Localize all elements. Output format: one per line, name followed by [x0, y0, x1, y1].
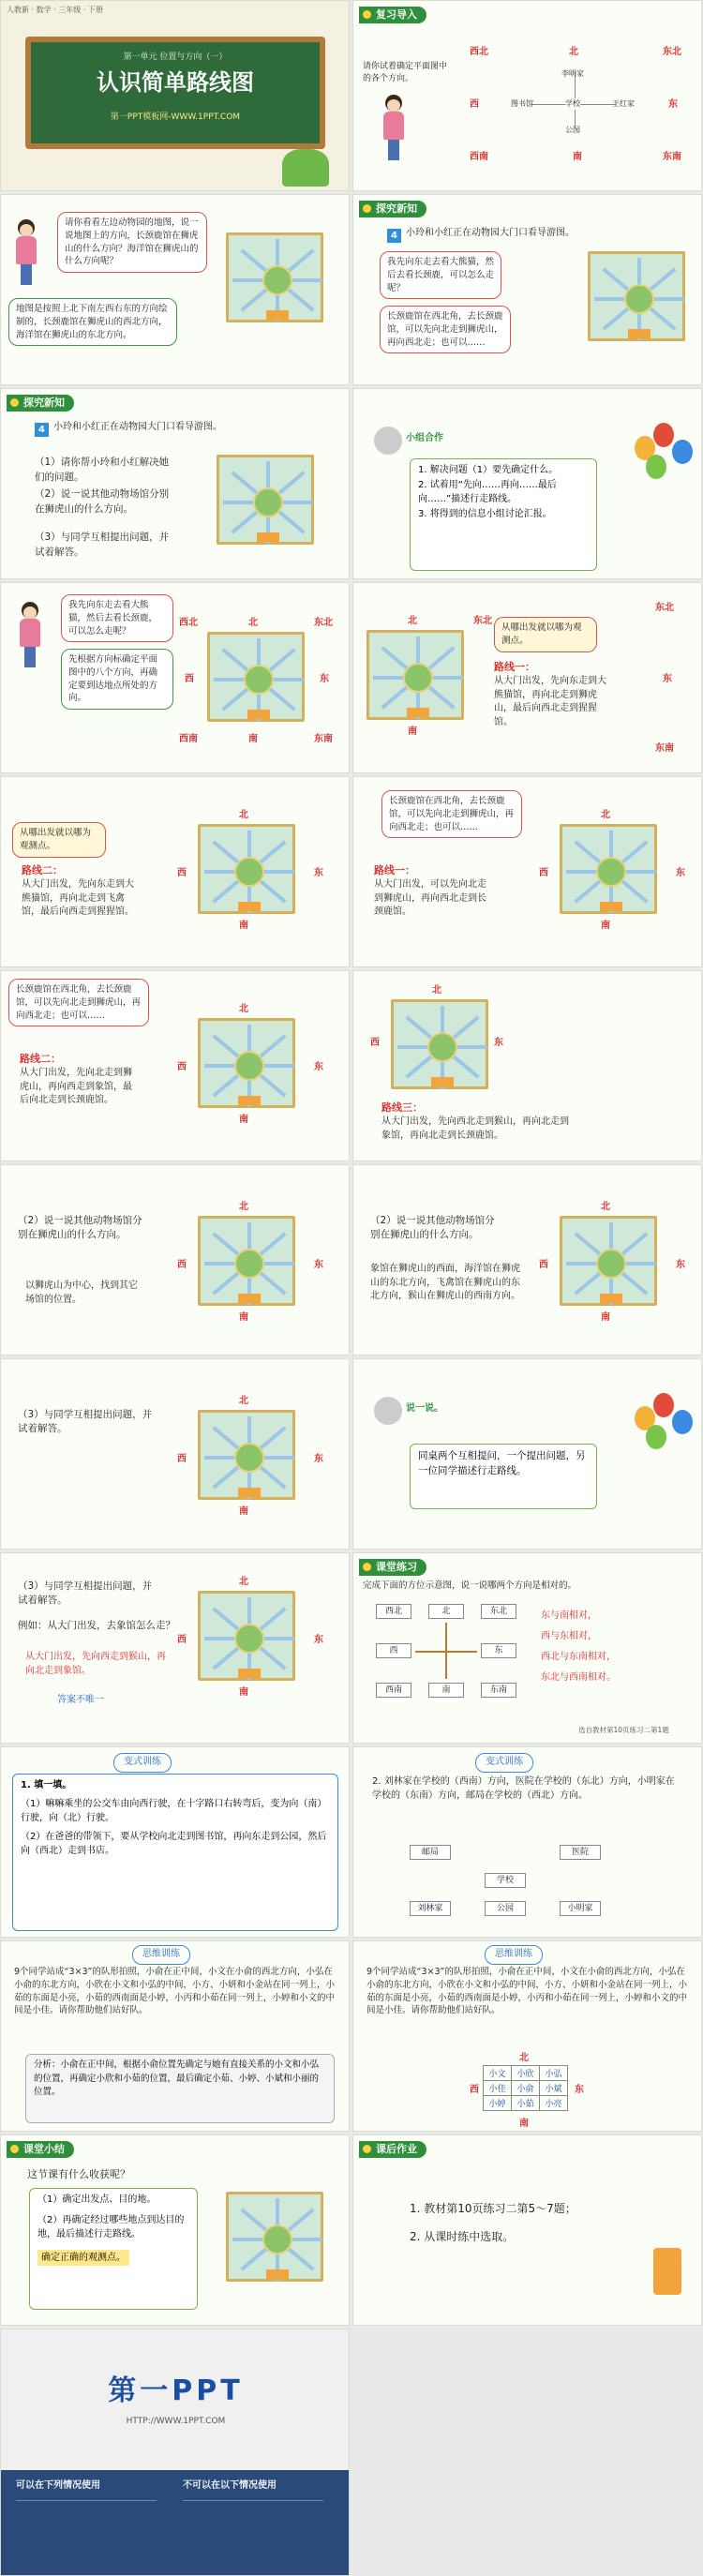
- slide-map-intro: [0, 194, 350, 385]
- dir-north: 北: [519, 2053, 529, 2063]
- hint-text: 以狮虎山为中心，找到其它场馆的位置。: [25, 1281, 138, 1305]
- section-tag: 复习导入: [359, 7, 426, 23]
- example-question: 小玲和小红正在动物园大门口看导游图。: [406, 228, 575, 238]
- exercise-item: （1）嘛嘛乘坐的公交车由向西行驶，在十字路口右转弯后，变为向（南）行驶，向（北）行驶。: [21, 1798, 327, 1823]
- route-text: 从大门出发，可以先向北走到狮虎山，再向西北走到长颈鹿馆。: [374, 879, 486, 917]
- answer-grid: 小文 小欣 小弘 小佳 小俞 小斌 小婷 小茹 小亮: [483, 2065, 568, 2111]
- dir-west: 西: [470, 2085, 479, 2095]
- slide-practice: [352, 1552, 702, 1744]
- question-text: （3）与同学互相提出问题，并试着解答。: [18, 1409, 153, 1435]
- zoo-map: [198, 824, 295, 914]
- plant-icon: [282, 149, 329, 187]
- dir-north: 北: [239, 1004, 248, 1014]
- hint-bubble: 先根据方向标确定平面图中的八个方向，再确定要到达地点所处的方向。: [61, 649, 173, 710]
- dir-south: 南: [601, 921, 610, 931]
- route-label: 路线一：: [494, 661, 535, 673]
- slide-variant-1: [0, 1746, 350, 1938]
- dir-label: 东南: [663, 152, 681, 162]
- example-text: 例如：从大门出发，去象馆怎么走？: [18, 1620, 175, 1631]
- course-label: 人教新 · 数学 · 三年级 · 下册: [7, 6, 103, 14]
- zoo-map: [217, 455, 314, 545]
- dir-east: 东: [314, 868, 323, 878]
- summary-box: [29, 2188, 198, 2310]
- group-task: 3. 将得到的信息小组讨论汇报。: [418, 508, 552, 519]
- slide-thinking-1: [0, 1940, 350, 2132]
- speech-bubble: 长颈鹿馆在西北角，去长颈鹿馆，可以先向北走到狮虎山，再向西北走；也可以……: [381, 790, 522, 838]
- route-text: 从大门出发，先向西北走到猴山，再向北走到象馆，再向北走到长颈鹿馆。: [381, 1116, 569, 1141]
- group-task: 1. 解决问题（1）要先确定什么。: [418, 465, 559, 475]
- hint-bubble: 从哪出发就以哪为观测点。: [12, 822, 106, 858]
- section-tag: 变式训练: [475, 1753, 533, 1773]
- dir-south: 南: [239, 1506, 248, 1517]
- slide-route-one: [352, 582, 702, 773]
- mascot-icon: [374, 427, 402, 455]
- dir-north: 北: [601, 1202, 610, 1212]
- dir-east: 东: [314, 1260, 323, 1270]
- summary-item: （1）确定出发点、目的地。: [37, 2194, 157, 2205]
- place-label: 王红家: [612, 99, 635, 108]
- question-text: （2）说一说其他动物场馆分别在狮虎山的什么方向。: [18, 1215, 142, 1241]
- zoo-map: [366, 630, 464, 720]
- logo-panel: [1, 2329, 350, 2470]
- place-label: 图书馆: [511, 99, 533, 108]
- dir-east: 东: [575, 2085, 584, 2095]
- route-text: 从大门出发，先向东走到大熊猫馆，再向北走到飞禽馆，最后向西走到猩猩馆。: [22, 879, 134, 917]
- slide-summary: [0, 2134, 350, 2326]
- hint-bubble: 从哪出发就以哪为观测点。: [494, 617, 597, 652]
- slide-route-analysis: [0, 582, 350, 773]
- usage-forbidden: 不可以在以下情况使用: [183, 2480, 277, 2491]
- dir-northeast: 东北: [314, 618, 333, 628]
- zoo-map: [207, 632, 305, 722]
- example-number: 4: [35, 423, 49, 437]
- exercise-title: 1. 填一填。: [21, 1780, 72, 1790]
- dir-east: 东: [314, 1454, 323, 1464]
- summary-item: （2）再确定经过哪些地点到达目的地，最后描述行走路线。: [37, 2214, 185, 2239]
- tip-label: 说一说。: [406, 1403, 443, 1414]
- slide-end: [0, 2329, 350, 2576]
- balloon-icon: [672, 440, 693, 464]
- dir-cell: 南: [428, 1683, 464, 1698]
- task-1: （1）请你帮小玲和小红解决她们的问题。: [35, 457, 170, 484]
- unit-label: 第一单元 位置与方向（一）: [123, 52, 228, 62]
- dir-west: 西: [370, 1038, 380, 1048]
- talk-box: 同桌两个互相提问，一个提出问题，另一位同学描述行走路线。: [410, 1444, 597, 1509]
- dir-southwest: 西南: [179, 734, 198, 744]
- dir-label: 西南: [470, 152, 488, 162]
- dir-south: 南: [601, 1312, 610, 1323]
- place-label: 公园: [565, 126, 580, 134]
- dir-west: 西: [177, 1635, 187, 1645]
- slide-homework: [352, 2134, 702, 2326]
- section-tag: 思维训练: [132, 1945, 190, 1965]
- usage-list: [183, 2500, 323, 2566]
- answer-text: 象馆在狮虎山的西面，海洋馆在狮虎山的东北方向，飞禽馆在狮虎山的东北方向，猴山在狮虎山的西南方向。: [370, 1264, 520, 1301]
- slide-variant-2: [352, 1746, 702, 1938]
- girl-icon: [12, 219, 40, 287]
- zoo-map: [560, 1216, 657, 1306]
- section-tag: 课后作业: [359, 2141, 426, 2158]
- summary-key: 确定正确的观测点。: [37, 2250, 129, 2267]
- dir-east: 东: [314, 1635, 323, 1645]
- dir-southeast: 东南: [314, 734, 333, 744]
- slide-title: [0, 0, 350, 191]
- place-cell: 刘林家: [410, 1901, 451, 1916]
- dir-label: 西北: [470, 47, 488, 57]
- dir-cell: 西: [376, 1643, 411, 1658]
- dir-south: 南: [239, 1687, 248, 1698]
- route-label: 路线二：: [20, 1053, 61, 1065]
- dir-west: 西: [539, 868, 548, 878]
- dir-north: 北: [408, 616, 417, 626]
- group-task-box: [410, 458, 597, 571]
- problem-text: 9个同学站成“3×3”的队形拍照，小俞在正中间，小文在小俞的西北方向，小弘在小俞的东北方向，小欣在小文和小弘的中间，小方、小妍和小金站在同一列上，小茹的东面是小亮，小茹的西南面是小婷，小丙和小茹在同一列上，小婷和小文的中间是小佳。请你帮助他们站好队。: [366, 1967, 688, 2016]
- exercise-box: [12, 1774, 338, 1931]
- task-2: （2）说一说其他动物场馆分别在狮虎山的什么方向。: [35, 488, 170, 516]
- slide-group-work: [352, 388, 702, 579]
- page-title: 认识简单路线图: [97, 69, 254, 96]
- example-question: 小玲和小红正在动物园大门口看导游图。: [53, 422, 222, 432]
- dir-west: 西: [539, 1260, 548, 1270]
- dir-south: 南: [239, 921, 248, 931]
- problem-text: 9个同学站成“3×3”的队形拍照，小俞在正中间，小文在小俞的西北方向，小弘在小俞的东北方向，小欣在小文和小弘的中间，小方、小妍和小金站在同一列上，小茹的东面是小亮，小茹的西南面是小婷，小丙和小茹在同一列上，小婷和小文的中间是小佳。请你帮助他们站好队。: [14, 1967, 336, 2016]
- exercise-text: 2. 刘林家在学校的（西南）方向，医院在学校的（东北）方向，小明家在学校的（东南）方向，邮局在学校的（西北）方向。: [372, 1776, 675, 1801]
- section-tag: 探究新知: [359, 201, 426, 217]
- slide-ask-each-other: [0, 1358, 350, 1550]
- dir-label: 东北: [663, 47, 681, 57]
- dir-north: 北: [239, 810, 248, 820]
- dir-label: 东: [663, 674, 672, 684]
- dir-west: 西: [177, 1062, 187, 1072]
- slide-explore-1: [352, 194, 702, 385]
- dir-south: 南: [248, 734, 258, 744]
- place-cell: 邮局: [410, 1845, 451, 1860]
- practice-answer: 东北与西南相对。: [541, 1672, 616, 1683]
- balloon-icon: [672, 1410, 693, 1434]
- tip-label: 小组合作: [406, 433, 443, 443]
- dir-east: 东: [314, 1062, 323, 1072]
- question-text: （3）与同学互相提出问题，并试着解答。: [18, 1580, 153, 1607]
- zoo-map: [588, 251, 685, 341]
- dir-cell: 东南: [481, 1683, 516, 1698]
- mascot-icon: [374, 1397, 402, 1425]
- homework-item: 2. 从课时练中选取。: [410, 2230, 515, 2243]
- blackboard: [25, 37, 325, 149]
- route-text: 从大门出发，先向东走到大熊猫馆，再向北走到狮虎山，最后向西北走到猩猩馆。: [494, 676, 606, 727]
- dir-west: 西: [185, 674, 194, 684]
- dir-label: 南: [573, 152, 582, 162]
- dir-north: 北: [601, 810, 610, 820]
- analysis-box: 分析：小俞在正中间，根据小俞位置先确定与她有直接关系的小文和小弘的位置，再确定小欣和小茹的位置，最后确定小茹、小婷、小斌和小丽的位置。: [25, 2054, 335, 2123]
- dir-west: 西: [177, 1454, 187, 1464]
- dir-north: 北: [248, 618, 258, 628]
- section-tag: 课堂练习: [359, 1559, 426, 1576]
- practice-answer: 西北与东南相对，: [541, 1652, 616, 1662]
- slide-other-halls: [0, 1164, 350, 1355]
- exercise-item: （2）在爸爸的带领下，要从学校向北走到图书馆，再向东走到公园，然后向（西北）走到书店。: [21, 1831, 327, 1856]
- section-tag: 探究新知: [7, 395, 74, 412]
- usage-list: [16, 2500, 157, 2566]
- section-tag: 变式训练: [113, 1753, 172, 1773]
- route-label: 路线三：: [381, 1101, 423, 1114]
- route-label: 路线二：: [22, 864, 63, 876]
- dir-label: 北: [569, 47, 578, 57]
- zoo-map: [198, 1018, 295, 1108]
- place-label: 李明家: [561, 69, 584, 78]
- dir-cell: 西北: [376, 1604, 411, 1619]
- example-number: 4: [387, 229, 401, 243]
- zoo-map: [391, 999, 488, 1089]
- practice-answer: 东与南相对，: [541, 1610, 597, 1621]
- place-cell: 学校: [485, 1873, 526, 1888]
- girl-icon: [380, 95, 408, 162]
- place-cell: 医院: [560, 1845, 601, 1860]
- site-url: HTTP://WWW.1PPT.COM: [126, 2417, 226, 2426]
- dir-west: 西: [177, 868, 187, 878]
- slide-review: [352, 0, 702, 191]
- dir-east: 东: [676, 868, 685, 878]
- usage-allowed: 可以在下列情况使用: [16, 2480, 100, 2491]
- dir-south: 南: [239, 1115, 248, 1125]
- slide-example: [0, 1552, 350, 1744]
- zoo-map: [226, 2192, 323, 2282]
- zoo-map: [198, 1216, 295, 1306]
- dir-south: 南: [239, 1312, 248, 1323]
- route-text: 从大门出发，先向北走到狮虎山，再向西走到象馆，最后向北走到长颈鹿馆。: [20, 1068, 132, 1105]
- dir-north: 北: [239, 1396, 248, 1406]
- balloon-icon: [653, 423, 674, 447]
- slide-talk: [352, 1358, 702, 1550]
- speech-bubble: 长颈鹿馆在西北角，去长颈鹿馆，可以先向北走到狮虎山，再向西北走；也可以……: [8, 979, 149, 1026]
- route-label: 路线一：: [374, 864, 415, 876]
- dir-northeast: 东北: [473, 616, 492, 626]
- answer-note: 答案不唯一: [57, 1695, 104, 1705]
- dir-north: 北: [432, 985, 441, 996]
- zoo-map: [226, 232, 323, 322]
- dir-east: 东: [494, 1038, 503, 1048]
- dir-label: 东北: [655, 603, 674, 613]
- girl-icon: [16, 602, 44, 669]
- balloon-icon: [646, 1425, 666, 1449]
- slide-giraffe-route-one: [352, 776, 702, 967]
- brand-label: 第一PPT模板网-WWW.1PPT.COM: [110, 112, 241, 122]
- question-text: （2）说一说其他动物场馆分别在狮虎山的什么方向。: [370, 1215, 495, 1241]
- zoo-map: [198, 1410, 295, 1500]
- place-label: 学校: [565, 99, 580, 108]
- practice-answer: 西与东相对，: [541, 1631, 597, 1641]
- section-tag: 课堂小结: [7, 2141, 74, 2158]
- slide-giraffe-route-two: [0, 970, 350, 1161]
- dir-cell: 西南: [376, 1683, 411, 1698]
- dir-north: 北: [239, 1577, 248, 1587]
- source-note: 选自教材第10页练习二第1题: [578, 1726, 669, 1734]
- dir-south: 南: [408, 726, 417, 737]
- slide-route-two: [0, 776, 350, 967]
- dir-label: 东南: [655, 743, 674, 754]
- dir-northwest: 西北: [179, 618, 198, 628]
- slide-explore-2: [0, 388, 350, 579]
- balloon-icon: [653, 1393, 674, 1417]
- dir-north: 北: [239, 1202, 248, 1212]
- zoo-map: [560, 824, 657, 914]
- speech-bubble: 长颈鹿馆在西北角，去长颈鹿馆，可以先向北走到狮虎山，再向西北走；也可以……: [380, 306, 511, 353]
- review-bubble: 请你试着确定平面图中的各个方向。: [363, 62, 448, 84]
- dir-east: 东: [320, 674, 329, 684]
- answer-bubble: 地图是按照上北下南左西右东的方向绘制的，长颈鹿馆在狮虎山的西北方向，海洋馆在狮虎山的东北方向。: [8, 298, 177, 346]
- dir-label: 西: [470, 99, 479, 110]
- pencil-icon: [653, 2248, 681, 2295]
- dir-east: 东: [676, 1260, 685, 1270]
- slide-giraffe-route-three: [352, 970, 702, 1161]
- zoo-map: [198, 1591, 295, 1681]
- dir-cell: 东: [481, 1643, 516, 1658]
- homework-item: 1. 教材第10页练习二第5～7题；: [410, 2202, 576, 2215]
- logo: 第一PPT: [108, 2374, 244, 2407]
- speech-bubble: 我先向东走去看大熊猫，然后去看长颈鹿，可以怎么走呢？: [61, 594, 173, 642]
- task-3: （3）与同学互相提出问题，并试着解答。: [35, 532, 170, 559]
- place-cell: 公园: [485, 1901, 526, 1916]
- practice-question: 完成下面的方位示意图，说一说哪两个方向是相对的。: [363, 1580, 577, 1591]
- dir-west: 西: [177, 1260, 187, 1270]
- speech-bubble: 我先向东走去看大熊猫，然后去看长颈鹿，可以怎么走呢？: [380, 251, 501, 299]
- dir-label: 东: [668, 99, 678, 110]
- summary-question: 这节课有什么收获呢？: [27, 2168, 130, 2180]
- usage-panel: [1, 2470, 350, 2576]
- slide-thinking-2: [352, 1940, 702, 2132]
- slide-other-halls-answer: [352, 1164, 702, 1355]
- dir-cell: 东北: [481, 1604, 516, 1619]
- dir-cell: 北: [428, 1604, 464, 1619]
- example-answer: 从大门出发，先向西走到猴山，再向北走到象馆。: [25, 1652, 166, 1676]
- dir-south: 南: [519, 2119, 529, 2129]
- balloon-icon: [646, 455, 666, 479]
- section-tag: 思维训练: [485, 1945, 543, 1965]
- place-cell: 小明家: [560, 1901, 601, 1916]
- group-task: 2. 试着用“先向……再向……最后向……”描述行走路线。: [418, 479, 557, 504]
- question-bubble: 请你看看左边动物园的地图，说一说地图上的方向，长颈鹿馆在狮虎山的什么方向？海洋馆在狮虎山的什么方向呢？: [57, 212, 207, 273]
